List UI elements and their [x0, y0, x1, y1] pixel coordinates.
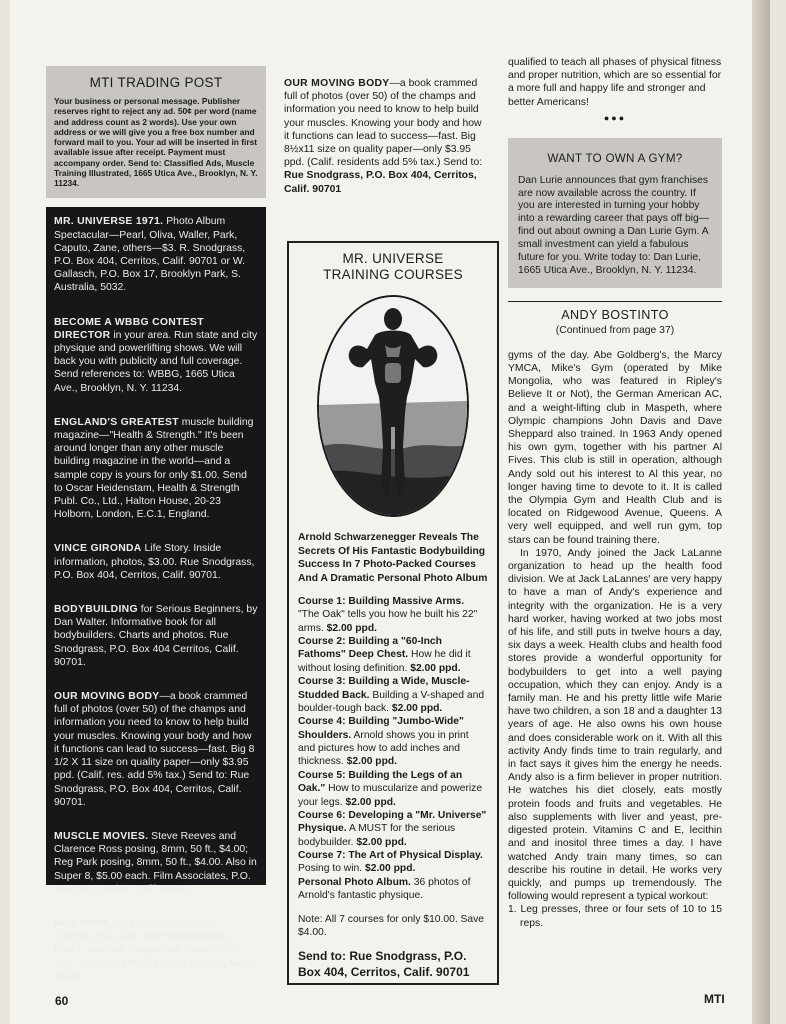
article-subtitle: (Continued from page 37): [555, 324, 675, 336]
ad-title: BODYBUILDING: [54, 604, 138, 616]
magazine-name: MTI: [704, 992, 725, 1006]
trading-post-body: Your business or personal message. Publisher reserves right to reject any ad. 50¢ per word (name and address count as 2 words). Use your own address or we will give you a free box number and forward mail to you. Your ad will be inserted in first available issue after receipt. Payment must accompany order. Send to: Classified Ads, Muscle Training Illustrated, 1665 Utica Ave., Brooklyn, N. Y. 11234.: [54, 96, 258, 189]
courses-send-to: Send to: Rue Snodgrass, P.O. Box 404, Cerritos, Calif. 90701: [298, 949, 470, 979]
ad-title: ENGLAND'S GREATEST: [54, 416, 179, 428]
ad-title: REG PARK: [54, 917, 111, 929]
page-number: 60: [55, 994, 69, 1008]
trading-post-title: MTI TRADING POST: [89, 75, 223, 90]
classified-ad: [54, 830, 258, 896]
classified-ad: [54, 917, 258, 983]
article-paragraph: gyms of the day. Abe Goldberg's, the Marcy YMCA, Mike's Gym (operated by Mike Mongolia, who was featured in Ripley's Believe It or Not), the German American AC, and a weight-lifting club in Maspeth, where Olympic champions John Davis and Dave Sheppard also trained. In 1963 Andy opened his own gym, together with his partner Al Fives. This club is still in operation, although Andy sold out his interest to Al this year, no longer having time to devote to it. It is called the Olympia Gym and Health Club and is located on Ridgewood Avenue, Queens. A very well equipped, and well run gym, top stars can be found training there.: [508, 349, 722, 546]
courses-note: Note: All 7 courses for only $10.00. Save $4.00.: [298, 913, 485, 938]
separator-dots: ●●●: [603, 112, 627, 123]
course-item: Personal Photo Album. 36 photos of Arnold's fantastic physique.: [298, 876, 471, 902]
ad-title: OUR MOVING BODY: [54, 691, 160, 703]
classifieds-panel: [46, 207, 266, 982]
ad-text: in your area. Run state and city physique and powerlifting shows. We will back you with publicity and full coverage. Send references to: WBBG, 1665 Utica Ave., Brooklyn, N. Y. 11234.: [54, 329, 258, 394]
training-title-line1: MR. UNIVERSE: [342, 251, 444, 266]
article-title: ANDY BOSTINTO: [561, 307, 669, 322]
article-body: [508, 349, 722, 930]
right-column: [508, 56, 722, 930]
classified-ad: [54, 542, 258, 582]
ad-text: —a book crammed full of photos (over 50) of the champs and information you need to know to help build your muscles. Knowing your body and how it functions can lead to success—fast. Big 8 1/2 X 11 size on quality paper—only $3.95 ppd. (Calif. res. add 5% tax.) Send to: Rue Snodgrass, P.O. Box 404, Cerritos, Calif. 90701.: [54, 691, 255, 808]
moving-body-title: OUR MOVING BODY: [284, 78, 390, 89]
gym-ad-title: WANT TO OWN A GYM?: [547, 152, 683, 166]
classified-ad: [54, 316, 258, 395]
course-item: Course 3: Building a Wide, Muscle-Studded Back. Building a V-shaped and boulder-tough back. $2.00 ppd.: [298, 676, 485, 714]
classified-ad: [54, 690, 258, 809]
course-item: Course 7: The Art of Physical Display. Posing to win. $2.00 ppd.: [298, 850, 483, 875]
divider: [508, 301, 722, 302]
ad-title: MR. UNIVERSE 1971.: [54, 216, 164, 228]
ad-text: Mr. Universe Strength Courses. Buy, sell, trade bodybuilding books, courses, magazines. Catalog 25¢. W. F. Hinbern, 18959 Inkster, Livonia, Mich. 48152.: [54, 917, 254, 982]
middle-column: [284, 77, 488, 196]
ad-text: Life Story. Inside information, photos, $3.00. Rue Snodgrass, P.O. Box 404, Cerritos, Calif. 90701.: [54, 543, 255, 581]
gym-ad-text: Dan Lurie announces that gym franchises are now available across the country. If you are interested in turning your hobby into a rewarding career that pays off big—find out about owning a Dan Lurie Gym. A small investment can yield a fabulous future for you. Write today to: Dan Lurie, 1665 Utica Ave., Brooklyn, N. Y. 11234.: [518, 174, 709, 276]
arnold-photo: [317, 295, 469, 517]
ad-title: VINCE GIRONDA: [54, 543, 142, 555]
moving-body-address: Rue Snodgrass, P.O. Box 404, Cerritos, Calif. 90701: [284, 170, 477, 195]
page-edge: [752, 0, 770, 1024]
moving-body-text: —a book crammed full of photos (over 50) of the champs and information you need to know to help build your muscles. Knowing your body and how it functions can lead to success—fast. Big 8½x11 size on quality paper—only $3.95 ppd. (Calif. residents add 5% tax.) Send to:: [284, 78, 483, 169]
training-intro: Arnold Schwarzenegger Reveals The Secrets Of His Fantastic Bodybuilding Success In 7 Photo-Packed Courses And A Dramatic Personal Photo Album: [298, 532, 488, 584]
ad-title: MUSCLE MOVIES.: [54, 830, 149, 842]
ad-text: Steve Reeves and Clarence Ross posing, 8mm, 50 ft., $4.00; Reg Park posing, 8mm, 50 ft., $4.00. Also in Super 8, $5.00 each. Film Associates, P.O. Box 545, Venice, Calif. 90291.: [54, 830, 257, 895]
ad-text: for Serious Beginners, by Dan Walter. Informative book for all bodybuilders. Charts and photos. Rue Snodgrass, P.O. Box 404 Cerritos, Calif. 90701.: [54, 604, 258, 668]
continued-text: qualified to teach all phases of physical fitness and proper nutrition, which are so essential for a more full and happy life and stronger and better Americans!: [508, 57, 722, 108]
training-courses-box: [287, 241, 499, 985]
course-item: Course 6: Developing a "Mr. Universe" Physique. A MUST for the serious bodybuilder. $2.00 ppd.: [298, 809, 487, 848]
classified-ad: [54, 215, 258, 294]
course-item: Course 1: Building Massive Arms. "The Oak" tells you how he built his 22" arms. $2.00 ppd.: [298, 595, 478, 634]
training-title-line2: TRAINING COURSES: [323, 267, 463, 283]
ad-text: muscle building magazine—"Health & Strength." It's been around longer than any other muscle building magazine in the world—and a sample copy is yours for only $1.00. Send to Oscar Heidenstam, Health & Strength Publ. Co., Ltd., Halton House, 20-23 Holborn, London, E.C.1, England.: [54, 416, 254, 521]
article-paragraph: In 1970, Andy joined the Jack LaLanne organization to head up the health food division. We at Jack LaLannes' are very happy to have a man of Andy's experience and integrity with the organization. He is a very hard worker, having worked at two jobs most of his life, and still puts in twelve hours a day, six days a week. Health clubs and health food stores provide a wonderful opportunity for bodybuilders to get into a well paying occupation, which they can enjoy. Andy is a family man. He and his pretty little wife Marie have two children, a son 18 and a daughter 13 years of age. He also owns his own house and does considerable work on it. With all this activity Andy finds time to train regularly, and in fact says it gives him the energy he needs. Andy also is a firm believer in proper nutrition. He watches his diet closely, eats mostly protein foods and fruits and vegetables. He also supplements with liver and yeast, pre-digested protein. Vitamins C and E, lecithin and and inositol three times a day. I have watched Andy train many times, so can describe his routine in detail. He works very quickly, and pumps up tremendously. The following would represent a typical workout:: [508, 547, 722, 903]
classified-ad: [54, 603, 258, 669]
course-item: Course 4: Building "Jumbo-Wide" Shoulders. Arnold shows you in print and pictures how to add inches and thickness. $2.00 ppd.: [298, 716, 469, 768]
workout-item: 1. Leg presses, three or four sets of 10 to 15 reps.: [508, 904, 722, 929]
left-column: [46, 66, 266, 982]
trading-post-box: [46, 66, 266, 198]
ad-title: BECOME A WBBG CONTEST DIRECTOR: [54, 316, 204, 341]
ad-text: Photo Album Spectacular—Pearl, Oliva, Waller, Park, Caputo, Zane, others—$3. R. Snodgrass, P.O. Box 404, Cerritos, Calif. 90701 or W. Gallasch, P.O. Box 17, Brooklyn Park, S. Australia, 5032.: [54, 216, 246, 294]
course-item: Course 2: Building a "60-Inch Fathoms" Deep Chest. How he did it without losing definition. $2.00 ppd.: [298, 636, 471, 674]
gym-ad-box: [508, 138, 722, 287]
classified-ad: [54, 416, 258, 522]
arnold-photo-illustration: [319, 297, 467, 515]
moving-body-ad: [284, 77, 488, 196]
course-item: Course 5: Building the Legs of an Oak." How to muscularize and powerize your legs. $2.00 ppd.: [298, 769, 483, 808]
